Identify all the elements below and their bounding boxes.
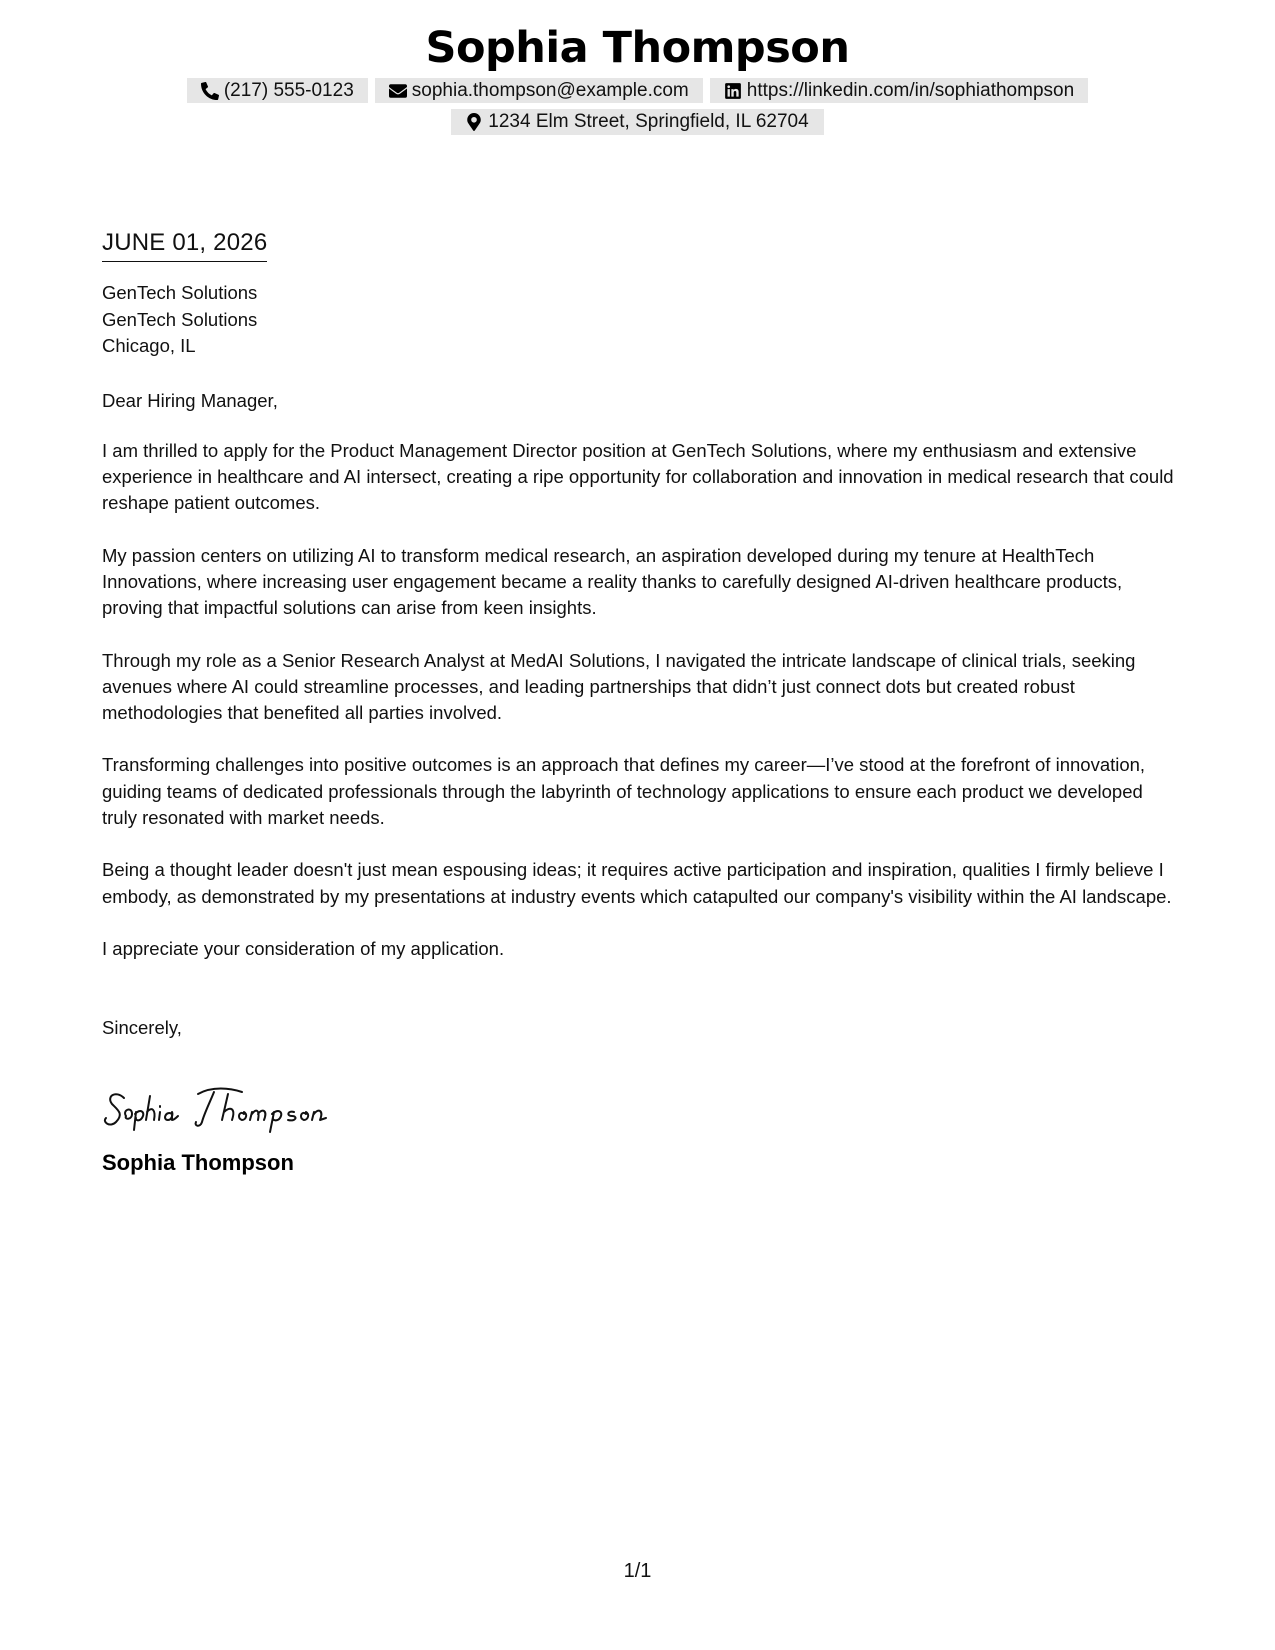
letter-header [0,0,1275,135]
letter-body [102,226,1182,1176]
body-paragraph: I am thrilled to apply for the Product Management Director position at GenTech Solutions, where my enthusiasm and extensive experience in healthcare and AI intersect, creating a ripe opportunity for collaboration and innovation in medical research that could reshape patient outcomes. [102,439,1174,514]
body-paragraph: Through my role as a Senior Research Analyst at MedAI Solutions, I navigated the intricate landscape of clinical trials, seeking avenues where AI could streamline processes, and leading partnerships that didn’t just connect dots but created robust methodologies that benefited all parties involved. [102,649,1136,724]
email-pill[interactable] [375,78,703,103]
address-pill [451,109,823,135]
linkedin-pill[interactable] [710,78,1088,103]
thanks-line: I appreciate your consideration of my application. [102,937,505,959]
linkedin-text: https://linkedin.com/in/sophiathompson [746,79,1075,101]
greeting: Dear Hiring Manager, [102,389,278,411]
recipient-line: GenTech Solutions [102,282,258,303]
closing-line: Sincerely, [102,1017,182,1039]
envelope-icon [389,82,407,100]
phone-icon [201,82,219,100]
address-text: 1234 Elm Street, Springfield, IL 62704 [488,111,809,132]
phone-pill [187,78,368,103]
body-paragraph: Transforming challenges into positive outcomes is an approach that defines my career—I’ve stood at the forefront of innovation, guiding teams of dedicated professionals through the labyrinth of technology applications to ensure each product we developed truly resonated with market needs. [102,754,1146,829]
signature-image [102,1076,362,1136]
linkedin-icon [724,82,742,100]
page-number: 1/1 [623,1560,652,1582]
phone-text: (217) 555-0123 [223,79,354,101]
signer-name: Sophia Thompson [102,1149,294,1175]
body-paragraph: My passion centers on utilizing AI to transform medical research, an aspiration developed during my tenure at HealthTech Innovations, where increasing user engagement became a reality thanks to carefully designed AI-driven healthcare products, proving that impactful solutions can arise from keen insights. [102,544,1123,619]
recipient-block [102,280,1182,360]
body-paragraph: Being a thought leader doesn't just mean espousing ideas; it requires active participation and inspiration, qualities I firmly believe I embody, as demonstrated by my presentations at industry events which catapulted our company's visibility within the AI landscape. [102,859,1172,907]
letter-date: JUNE 01, 2026 [102,226,267,262]
recipient-line: Chicago, IL [102,335,196,356]
map-marker-icon [465,113,483,131]
email-text: sophia.thompson@example.com [411,79,689,101]
applicant-name: Sophia Thompson [425,23,850,73]
recipient-line: GenTech Solutions [102,308,258,330]
contact-row [0,78,1275,103]
address-row [0,109,1275,135]
